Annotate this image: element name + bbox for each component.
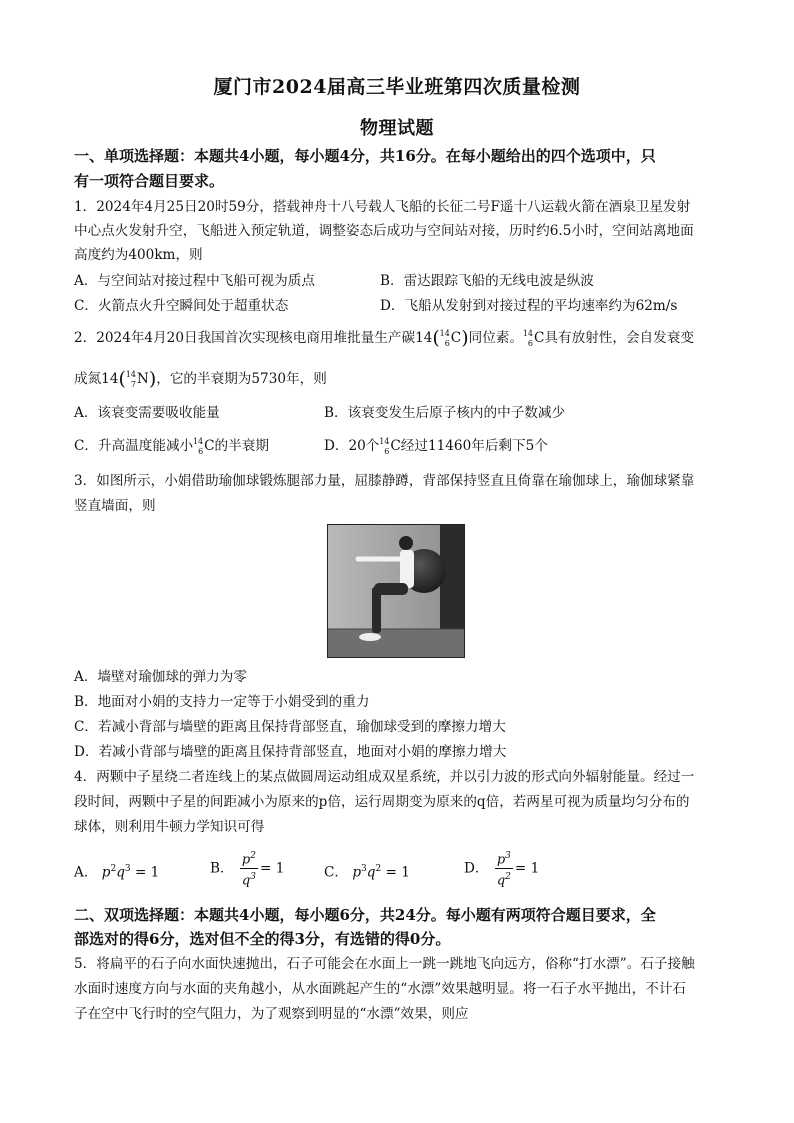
q3-option-d: D．若减小背部与墙壁的距离且保持背部竖直，地面对小娟的摩擦力增大 — [74, 744, 507, 760]
q2-option-c: C．升高温度能减小 14 6 C的半衰期 — [74, 436, 269, 456]
close-paren: ) — [461, 327, 469, 349]
q2-option-d: D．20个 14 6 C经过11460年后剩下5个 — [324, 436, 548, 456]
q3-line2: 竖直墙面，则 — [74, 498, 156, 514]
q4-option-b: B． $\frac{p^2}{q^3}$ = 1 — [210, 848, 284, 890]
q2-option-b: B．该衰变发生后原子核内的中子数减少 — [324, 405, 566, 421]
carbon-isotope-notation: 14 6 — [192, 436, 204, 456]
q4-line1: 4．两颗中子星绕二者连线上的某点做圆周运动组成双星系统，并以引力波的形式向外辐射能量。经过一 — [74, 769, 695, 785]
carbon-isotope-notation: 14 6 — [522, 328, 533, 348]
q2-option-a: A．该衰变需要吸收能量 — [74, 405, 220, 421]
q2-carbon-symbol: C — [450, 330, 462, 346]
q1-line1: 1．2024年4月25日20时59分，搭载神舟十八号载人飞船的长征二号F遥十八运载火箭在酒泉卫星发射 — [74, 199, 691, 215]
q1-option-a: A．与空间站对接过程中飞船可视为质点 — [74, 273, 315, 289]
nitrogen-isotope-notation: 14 7 — [125, 369, 136, 389]
yoga-ball-squat-photo — [327, 524, 465, 658]
section1-heading-line1: 一、单项选择题：本题共4小题，每小题4分，共16分。在每小题给出的四个选项中，只 — [74, 147, 656, 165]
q5-line3: 子在空中飞行时的空气阻力，为了观察到明显的“水漂”效果，则应 — [74, 1006, 469, 1022]
q2-nitrogen-symbol: N — [136, 371, 149, 387]
fraction: $\frac{p^3}{q^2}$ — [495, 848, 513, 890]
q5-line1: 5．将扁平的石子向水面快速抛出，石子可能会在水面上一跳一跳地飞向远方，俗称“打水漂”。石子接触 — [74, 956, 695, 972]
carbon-isotope-notation: 14 6 — [439, 328, 450, 348]
q5-line2: 水面时速度方向与水面的夹角越小，从水面跳起产生的“水漂”效果越明显。将一石子水平抛出，不计石 — [74, 981, 687, 997]
exam-title: 厦门市2024届高三毕业班第四次质量检测 — [213, 76, 581, 98]
q1-option-b: B．雷达跟踪飞船的无线电波是纵波 — [380, 273, 594, 289]
q2-line1-text-a: 2．2024年4月20日我国首次实现核电商用堆批量生产碳14 — [74, 330, 433, 346]
subject-title: 物理试题 — [360, 118, 434, 139]
q1-option-c: C．火箭点火升空瞬间处于超重状态 — [74, 298, 289, 314]
q2-line1-text-d: C具有放射性，会自发衰变 — [534, 330, 694, 346]
q4-line3: 球体，则利用牛顿力学知识可得 — [74, 819, 265, 835]
close-paren: ) — [148, 368, 157, 390]
q4-option-d: D． $\frac{p^3}{q^2}$ = 1 — [464, 848, 539, 890]
q1-option-d: D．飞船从发射到对接过程的平均速率约为62m/s — [380, 298, 678, 314]
section1-heading-line2: 有一项符合题目要求。 — [74, 172, 225, 190]
fraction: $\frac{p^2}{q^3}$ — [240, 848, 258, 890]
q3-option-c: C．若减小背部与墙壁的距离且保持背部竖直，瑜伽球受到的摩擦力增大 — [74, 719, 506, 735]
q3-option-a: A．墙壁对瑜伽球的弹力为零 — [74, 669, 247, 685]
q2-line2-text-c: ，它的半衰期为5730年，则 — [156, 371, 327, 387]
q2-line1-text-c: 同位素。 — [468, 330, 523, 346]
open-paren: ( — [432, 327, 440, 349]
q4-line2: 段时间，两颗中子星的间距减小为原来的p倍，运行周期变为原来的q倍，若两星可视为质量均匀分布的 — [74, 794, 690, 810]
q4-option-a: A． $p^2q^3 = 1$ — [74, 864, 160, 881]
q2-line1 — [74, 329, 694, 348]
q1-line2: 中心点火发射升空，飞船进入预定轨道，调整姿态后成功与空间站对接，历时约6.5小时，空间站离地面 — [74, 223, 694, 239]
q2-line2 — [74, 370, 327, 389]
yoga-ball-squat-illustration — [328, 525, 464, 657]
section2-heading-line2: 部选对的得6分，选对但不全的得3分，有选错的得0分。 — [74, 930, 451, 948]
open-paren: ( — [118, 368, 126, 390]
q3-option-b: B．地面对小娟的支持力一定等于小娟受到的重力 — [74, 694, 370, 710]
q2-line2-text-a: 成氮14 — [74, 371, 119, 387]
section2-heading-line1: 二、双项选择题：本题共4小题，每小题6分，共24分。每小题有两项符合题目要求，全 — [74, 906, 656, 924]
q3-line1: 3．如图所示，小娟借助瑜伽球锻炼腿部力量，屈膝静蹲，背部保持竖直且倚靠在瑜伽球上，瑜伽球紧靠 — [74, 473, 695, 489]
q1-line3: 高度约为400km，则 — [74, 247, 203, 263]
carbon-isotope-notation: 14 6 — [379, 436, 390, 456]
q4-option-c: C． $p^3q^2 = 1$ — [324, 864, 410, 881]
